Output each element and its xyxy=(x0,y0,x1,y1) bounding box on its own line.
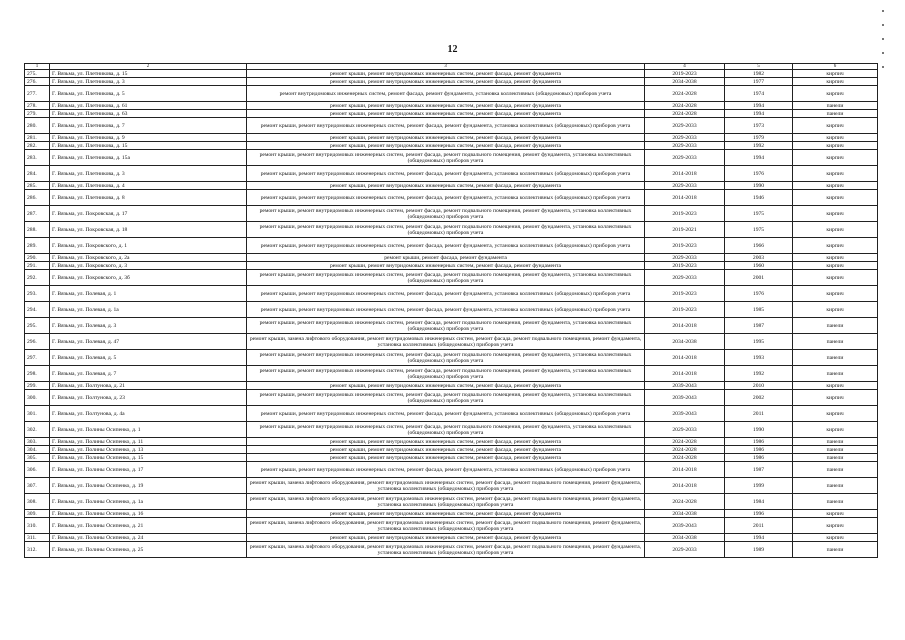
repair-works: ремонт крыши, ремонт внутридомовых инженерных систем, ремонт фасада, ремонт фундамента, установка коллективных (общедомовых) приборов учета xyxy=(247,302,645,318)
build-year: 1986 xyxy=(725,438,793,446)
build-year: 2010 xyxy=(725,382,793,390)
row-number: 302. xyxy=(25,422,50,438)
repair-period: 2029-2033 xyxy=(645,150,725,166)
wall-material: кирпич xyxy=(793,510,878,518)
repair-period: 2014-2018 xyxy=(645,478,725,494)
column-number: 1 xyxy=(25,64,50,70)
table-row xyxy=(25,110,878,118)
column-number: 6 xyxy=(793,64,878,70)
house-address: Г. Вязьма, ул. Полины Осипенко, д. 11 xyxy=(50,438,247,446)
build-year: 1999 xyxy=(725,478,793,494)
house-address: Г. Вязьма, ул. Полины Осипенко, д. 1а xyxy=(50,494,247,510)
build-year: 1995 xyxy=(725,334,793,350)
house-address: Г. Вязьма, ул. Полтунова, д. 23 xyxy=(50,390,247,406)
house-address: Г. Вязьма, ул. Плетникова, д. 3 xyxy=(50,78,247,86)
build-year: 1994 xyxy=(725,110,793,118)
wall-material: кирпич xyxy=(793,270,878,286)
repair-works: ремонт крыши, ремонт внутридомовых инженерных систем, ремонт фасада, ремонт подвального помещения, ремонт фундамента, установка коллективных (общедомовых) приборов учета xyxy=(247,350,645,366)
row-number: 291. xyxy=(25,262,50,270)
build-year: 1986 xyxy=(725,454,793,462)
house-address: Г. Вязьма, ул. Плетникова, д. 61 xyxy=(50,102,247,110)
wall-material: кирпич xyxy=(793,134,878,142)
wall-material: кирпич xyxy=(793,78,878,86)
repair-period: 2019-2023 xyxy=(645,70,725,78)
build-year: 1992 xyxy=(725,366,793,382)
row-number: 307. xyxy=(25,478,50,494)
row-number: 286. xyxy=(25,190,50,206)
repair-period: 2024-2028 xyxy=(645,110,725,118)
house-address: Г. Вязьма, ул. Покровского, д. 3 xyxy=(50,262,247,270)
repair-period: 2029-2033 xyxy=(645,270,725,286)
row-number: 304. xyxy=(25,446,50,454)
house-address: Г. Вязьма, ул. Плетникова, д. 15 xyxy=(50,70,247,78)
repair-works: ремонт крыши, ремонт внутридомовых инженерных систем, ремонт фасада, ремонт фундамента xyxy=(247,534,645,542)
table-row xyxy=(25,222,878,238)
house-address: Г. Вязьма, ул. Плетникова, д. 15а xyxy=(50,150,247,166)
house-address: Г. Вязьма, ул. Покровского, д. 2а xyxy=(50,254,247,262)
row-number: 294. xyxy=(25,302,50,318)
page-number: 12 xyxy=(447,44,458,55)
repair-works: ремонт крыши, ремонт внутридомовых инженерных систем, ремонт фасада, ремонт фундамента xyxy=(247,78,645,86)
table-row xyxy=(25,190,878,206)
row-number: 282. xyxy=(25,142,50,150)
build-year: 1977 xyxy=(725,78,793,86)
repair-period: 2014-2018 xyxy=(645,166,725,182)
wall-material: кирпич xyxy=(793,382,878,390)
row-number: 292. xyxy=(25,270,50,286)
row-number: 289. xyxy=(25,238,50,254)
table-row xyxy=(25,142,878,150)
house-address: Г. Вязьма, ул. Полины Осипенко, д. 24 xyxy=(50,534,247,542)
table-row xyxy=(25,478,878,494)
repair-works: ремонт крыши, ремонт внутридомовых инженерных систем, ремонт фасада, ремонт фундамента xyxy=(247,510,645,518)
repair-works: ремонт крыши, ремонт внутридомовых инженерных систем, ремонт фасада, ремонт подвального помещения, ремонт фундамента, установка коллективных (общедомовых) приборов учета xyxy=(247,206,645,222)
repair-works: ремонт крыши, ремонт внутридомовых инженерных систем, ремонт фасада, ремонт фундамента, установка коллективных (общедомовых) приборов учета xyxy=(247,462,645,478)
build-year: 1989 xyxy=(725,542,793,558)
repair-works: ремонт крыши, замена лифтового оборудования, ремонт внутридомовых инженерных систем, ремонт фасада, ремонт подвального помещения, ремонт фундамента, установка коллективных (общедомовых) приборов учета xyxy=(247,478,645,494)
house-address: Г. Вязьма, ул. Плетникова, д. 15 xyxy=(50,142,247,150)
build-year: 2011 xyxy=(725,406,793,422)
repair-period: 2029-2033 xyxy=(645,142,725,150)
row-number: 284. xyxy=(25,166,50,182)
house-address: Г. Вязьма, ул. Полины Осипенко, д. 21 xyxy=(50,518,247,534)
wall-material: кирпич xyxy=(793,222,878,238)
build-year: 1960 xyxy=(725,262,793,270)
house-address: Г. Вязьма, ул. Полины Осипенко, д. 13 xyxy=(50,446,247,454)
build-year: 1982 xyxy=(725,70,793,78)
column-number: 4 xyxy=(645,64,725,70)
house-address: Г. Вязьма, ул. Полевая, д. 3 xyxy=(50,318,247,334)
repair-works: ремонт крыши, ремонт внутридомовых инженерных систем, ремонт фасада, ремонт фундамента xyxy=(247,70,645,78)
repair-period: 2014-2018 xyxy=(645,350,725,366)
repair-works: ремонт крыши, ремонт внутридомовых инженерных систем, ремонт фасада, ремонт фундамента, установка коллективных (общедомовых) приборов учета xyxy=(247,406,645,422)
table-row xyxy=(25,462,878,478)
row-number: 288. xyxy=(25,222,50,238)
table-row xyxy=(25,366,878,382)
row-number: 310. xyxy=(25,518,50,534)
house-address: Г. Вязьма, ул. Плетникова, д. 7 xyxy=(50,118,247,134)
build-year: 1986 xyxy=(725,446,793,454)
build-year: 2002 xyxy=(725,390,793,406)
wall-material: кирпич xyxy=(793,262,878,270)
house-address: Г. Вязьма, ул. Полевая, д. 1а xyxy=(50,302,247,318)
table-row xyxy=(25,118,878,134)
row-number: 276. xyxy=(25,78,50,86)
row-number: 277. xyxy=(25,86,50,102)
build-year: 1975 xyxy=(725,222,793,238)
wall-material: панели xyxy=(793,438,878,446)
repair-period: 2014-2018 xyxy=(645,190,725,206)
wall-material: кирпич xyxy=(793,150,878,166)
column-number: 2 xyxy=(50,64,247,70)
table-row xyxy=(25,438,878,446)
table-row xyxy=(25,382,878,390)
table-row xyxy=(25,390,878,406)
row-number: 293. xyxy=(25,286,50,302)
repair-works: ремонт крыши, ремонт внутридомовых инженерных систем, ремонт фасада, ремонт фундамента xyxy=(247,438,645,446)
repair-period: 2019-2023 xyxy=(645,286,725,302)
row-number: 308. xyxy=(25,494,50,510)
house-address: Г. Вязьма, ул. Полтунова, д. 4а xyxy=(50,406,247,422)
house-address: Г. Вязьма, ул. Плетникова, д. 63 xyxy=(50,110,247,118)
repair-period: 2029-2033 xyxy=(645,182,725,190)
build-year: 1975 xyxy=(725,206,793,222)
repair-period: 2029-2033 xyxy=(645,134,725,142)
build-year: 1992 xyxy=(725,142,793,150)
repair-period: 2019-2023 xyxy=(645,302,725,318)
wall-material: кирпич xyxy=(793,86,878,102)
repair-period: 2029-2033 xyxy=(645,542,725,558)
wall-material: кирпич xyxy=(793,70,878,78)
house-address: Г. Вязьма, ул. Полины Осипенко, д. 1 xyxy=(50,422,247,438)
repair-works: ремонт крыши, ремонт внутридомовых инженерных систем, ремонт фасада, ремонт фундамента xyxy=(247,446,645,454)
build-year: 1984 xyxy=(725,494,793,510)
house-address: Г. Вязьма, ул. Покровская, д. 17 xyxy=(50,206,247,222)
table-row xyxy=(25,102,878,110)
wall-material: панели xyxy=(793,494,878,510)
table-row xyxy=(25,286,878,302)
build-year: 1946 xyxy=(725,190,793,206)
repair-period: 2024-2028 xyxy=(645,86,725,102)
repair-works: ремонт крыши, ремонт внутридомовых инженерных систем, ремонт фасада, ремонт подвального помещения, ремонт фундамента, установка коллективных (общедомовых) приборов учета xyxy=(247,366,645,382)
repair-works: ремонт крыши, ремонт внутридомовых инженерных систем, ремонт фасада, ремонт фундамента, установка коллективных (общедомовых) приборов учета xyxy=(247,166,645,182)
table-row xyxy=(25,318,878,334)
wall-material: кирпич xyxy=(793,518,878,534)
repair-period: 2014-2018 xyxy=(645,318,725,334)
wall-material: кирпич xyxy=(793,182,878,190)
table-row xyxy=(25,518,878,534)
table-row xyxy=(25,510,878,518)
build-year: 1985 xyxy=(725,302,793,318)
table-row xyxy=(25,166,878,182)
row-number: 301. xyxy=(25,406,50,422)
build-year: 1979 xyxy=(725,134,793,142)
repair-period: 2019-2023 xyxy=(645,262,725,270)
row-number: 278. xyxy=(25,102,50,110)
repair-period: 2039-2043 xyxy=(645,390,725,406)
wall-material: панели xyxy=(793,454,878,462)
build-year: 1990 xyxy=(725,422,793,438)
build-year: 1973 xyxy=(725,118,793,134)
wall-material: панели xyxy=(793,334,878,350)
house-address: Г. Вязьма, ул. Полтунова, д. 21 xyxy=(50,382,247,390)
table-row xyxy=(25,422,878,438)
row-number: 303. xyxy=(25,438,50,446)
repair-period: 2024-2028 xyxy=(645,102,725,110)
house-address: Г. Вязьма, ул. Полины Осипенко, д. 19 xyxy=(50,478,247,494)
table-row xyxy=(25,494,878,510)
repair-period: 2034-2038 xyxy=(645,534,725,542)
row-number: 297. xyxy=(25,350,50,366)
build-year: 1994 xyxy=(725,102,793,110)
repair-works: ремонт крыши, ремонт внутридомовых инженерных систем, ремонт фасада, ремонт фундамента xyxy=(247,134,645,142)
repair-works: ремонт крыши, ремонт внутридомовых инженерных систем, ремонт фасада, ремонт подвального помещения, ремонт фундамента, установка коллективных (общедомовых) приборов учета xyxy=(247,150,645,166)
wall-material: кирпич xyxy=(793,254,878,262)
build-year: 2011 xyxy=(725,518,793,534)
table-row xyxy=(25,70,878,78)
row-number: 283. xyxy=(25,150,50,166)
house-address: Г. Вязьма, ул. Полины Осипенко, д. 15 xyxy=(50,454,247,462)
repair-period: 2014-2018 xyxy=(645,366,725,382)
house-address: Г. Вязьма, ул. Полевая, д. 7 xyxy=(50,366,247,382)
house-address: Г. Вязьма, ул. Полины Осипенко, д. 25 xyxy=(50,542,247,558)
wall-material: кирпич xyxy=(793,302,878,318)
repair-period: 2019-2023 xyxy=(645,238,725,254)
row-number: 275. xyxy=(25,70,50,78)
build-year: 1993 xyxy=(725,350,793,366)
table-row xyxy=(25,134,878,142)
build-year: 1976 xyxy=(725,286,793,302)
repair-works: ремонт крыши, ремонт внутридомовых инженерных систем, ремонт фасада, ремонт подвального помещения, ремонт фундамента, установка коллективных (общедомовых) приборов учета xyxy=(247,318,645,334)
row-number: 280. xyxy=(25,118,50,134)
repair-period: 2029-2033 xyxy=(645,118,725,134)
house-address: Г. Вязьма, ул. Полевая, д. 1 xyxy=(50,286,247,302)
table-row xyxy=(25,334,878,350)
house-address: Г. Вязьма, ул. Плетникова, д. 9 xyxy=(50,134,247,142)
table-row xyxy=(25,238,878,254)
wall-material: панели xyxy=(793,542,878,558)
wall-material: кирпич xyxy=(793,422,878,438)
repair-works: ремонт внутридомовых инженерных систем, ремонт фасада, ремонт фундамента, установка коллективных (общедомовых) приборов учета xyxy=(247,86,645,102)
build-year: 1966 xyxy=(725,238,793,254)
wall-material: панели xyxy=(793,446,878,454)
wall-material: кирпич xyxy=(793,118,878,134)
wall-material: панели xyxy=(793,318,878,334)
wall-material: панели xyxy=(793,350,878,366)
row-number: 279. xyxy=(25,110,50,118)
table-row xyxy=(25,150,878,166)
row-number: 312. xyxy=(25,542,50,558)
row-number: 287. xyxy=(25,206,50,222)
repair-works: ремонт крыши, ремонт внутридомовых инженерных систем, ремонт фасада, ремонт фундамента xyxy=(247,182,645,190)
repair-period: 2039-2043 xyxy=(645,406,725,422)
wall-material: кирпич xyxy=(793,206,878,222)
build-year: 2003 xyxy=(725,254,793,262)
wall-material: кирпич xyxy=(793,286,878,302)
build-year: 1987 xyxy=(725,462,793,478)
wall-material: кирпич xyxy=(793,534,878,542)
repair-works: ремонт крыши, ремонт фасада, ремонт фундамента xyxy=(247,254,645,262)
row-number: 295. xyxy=(25,318,50,334)
repair-period: 2034-2038 xyxy=(645,78,725,86)
repair-period: 2039-2043 xyxy=(645,382,725,390)
build-year: 2001 xyxy=(725,270,793,286)
house-address: Г. Вязьма, ул. Полины Осипенко, д. 17 xyxy=(50,462,247,478)
repair-works: ремонт крыши, ремонт внутридомовых инженерных систем, ремонт фасада, ремонт фундамента, установка коллективных (общедомовых) приборов учета xyxy=(247,238,645,254)
house-address: Г. Вязьма, ул. Покровская, д. 18 xyxy=(50,222,247,238)
table-row xyxy=(25,542,878,558)
repair-works: ремонт крыши, ремонт внутридомовых инженерных систем, ремонт фасада, ремонт фундамента xyxy=(247,454,645,462)
wall-material: кирпич xyxy=(793,238,878,254)
repair-period: 2024-2028 xyxy=(645,494,725,510)
repair-period: 2019-2021 xyxy=(645,222,725,238)
repair-works: ремонт крыши, ремонт внутридомовых инженерных систем, ремонт фасада, ремонт фундамента xyxy=(247,102,645,110)
table-row xyxy=(25,446,878,454)
house-address: Г. Вязьма, ул. Полины Осипенко, д. 16 xyxy=(50,510,247,518)
table-row xyxy=(25,262,878,270)
wall-material: панели xyxy=(793,462,878,478)
row-number: 298. xyxy=(25,366,50,382)
wall-material: панели xyxy=(793,478,878,494)
repair-works: ремонт крыши, ремонт внутридомовых инженерных систем, ремонт фасада, ремонт подвального помещения, ремонт фундамента, установка коллективных (общедомовых) приборов учета xyxy=(247,390,645,406)
repair-works: ремонт крыши, ремонт внутридомовых инженерных систем, ремонт фасада, ремонт подвального помещения, ремонт фундамента, установка коллективных (общедомовых) приборов учета xyxy=(247,422,645,438)
house-address: Г. Вязьма, ул. Покровского, д. 1 xyxy=(50,238,247,254)
row-number: 281. xyxy=(25,134,50,142)
table-row xyxy=(25,254,878,262)
repair-period: 2034-2038 xyxy=(645,334,725,350)
table-row xyxy=(25,302,878,318)
build-year: 1996 xyxy=(725,510,793,518)
column-number: 3 xyxy=(247,64,645,70)
table-row xyxy=(25,406,878,422)
repair-works: ремонт крыши, ремонт внутридомовых инженерных систем, ремонт фасада, ремонт фундамента xyxy=(247,382,645,390)
row-number: 305. xyxy=(25,454,50,462)
wall-material: панели xyxy=(793,366,878,382)
repair-works: ремонт крыши, ремонт внутридомовых инженерных систем, ремонт фасада, ремонт подвального помещения, ремонт фундамента, установка коллективных (общедомовых) приборов учета xyxy=(247,270,645,286)
house-address: Г. Вязьма, ул. Плетникова, д. 5 xyxy=(50,86,247,102)
capital-repair-table xyxy=(24,63,878,558)
row-number: 311. xyxy=(25,534,50,542)
repair-period: 2029-2033 xyxy=(645,254,725,262)
repair-works: ремонт крыши, замена лифтового оборудования, ремонт внутридомовых инженерных систем, ремонт фасада, ремонт подвального помещения, ремонт фундамента, установка коллективных (общедомовых) приборов учета xyxy=(247,494,645,510)
build-year: 1987 xyxy=(725,318,793,334)
wall-material: панели xyxy=(793,110,878,118)
wall-material: кирпич xyxy=(793,390,878,406)
repair-works: ремонт крыши, ремонт внутридомовых инженерных систем, ремонт фасада, ремонт фундамента xyxy=(247,262,645,270)
wall-material: кирпич xyxy=(793,190,878,206)
repair-works: ремонт крыши, замена лифтового оборудования, ремонт внутридомовых инженерных систем, ремонт фасада, ремонт подвального помещения, ремонт фундамента, установка коллективных (общедомовых) приборов учета xyxy=(247,542,645,558)
build-year: 1994 xyxy=(725,534,793,542)
repair-period: 2039-2043 xyxy=(645,518,725,534)
build-year: 1974 xyxy=(725,86,793,102)
repair-period: 2014-2018 xyxy=(645,462,725,478)
column-number: 5 xyxy=(725,64,793,70)
house-address: Г. Вязьма, ул. Полевая, д. 5 xyxy=(50,350,247,366)
repair-works: ремонт крыши, ремонт внутридомовых инженерных систем, ремонт фасада, ремонт фундамента xyxy=(247,110,645,118)
scan-edge-marks xyxy=(880,10,886,80)
house-address: Г. Вязьма, ул. Плетникова, д. 4 xyxy=(50,182,247,190)
repair-period: 2024-2028 xyxy=(645,446,725,454)
house-address: Г. Вязьма, ул. Плетникова, д. 3 xyxy=(50,166,247,182)
repair-works: ремонт крыши, ремонт внутридомовых инженерных систем, ремонт фасада, ремонт фундамента, установка коллективных (общедомовых) приборов учета xyxy=(247,118,645,134)
row-number: 299. xyxy=(25,382,50,390)
repair-period: 2034-2038 xyxy=(645,510,725,518)
table-row xyxy=(25,534,878,542)
row-number: 306. xyxy=(25,462,50,478)
wall-material: кирпич xyxy=(793,166,878,182)
repair-period: 2024-2028 xyxy=(645,438,725,446)
repair-period: 2024-2028 xyxy=(645,454,725,462)
repair-works: ремонт крыши, ремонт внутридомовых инженерных систем, ремонт фасада, ремонт фундамента, установка коллективных (общедомовых) приборов учета xyxy=(247,190,645,206)
table-row xyxy=(25,350,878,366)
repair-works: ремонт крыши, ремонт внутридомовых инженерных систем, ремонт фасада, ремонт подвального помещения, ремонт фундамента, установка коллективных (общедомовых) приборов учета xyxy=(247,222,645,238)
repair-period: 2029-2033 xyxy=(645,422,725,438)
wall-material: кирпич xyxy=(793,142,878,150)
row-number: 300. xyxy=(25,390,50,406)
build-year: 1994 xyxy=(725,150,793,166)
table-row xyxy=(25,78,878,86)
table-row xyxy=(25,270,878,286)
house-address: Г. Вязьма, ул. Плетникова, д. 8 xyxy=(50,190,247,206)
row-number: 290. xyxy=(25,254,50,262)
row-number: 309. xyxy=(25,510,50,518)
table-row xyxy=(25,86,878,102)
repair-works: ремонт крыши, замена лифтового оборудования, ремонт внутридомовых инженерных систем, ремонт фасада, ремонт подвального помещения, ремонт фундамента, установка коллективных (общедомовых) приборов учета xyxy=(247,334,645,350)
repair-works: ремонт крыши, ремонт внутридомовых инженерных систем, ремонт фасада, ремонт фундамента xyxy=(247,142,645,150)
wall-material: панели xyxy=(793,102,878,110)
row-number: 285. xyxy=(25,182,50,190)
house-address: Г. Вязьма, ул. Покровского, д. 3б xyxy=(50,270,247,286)
build-year: 1990 xyxy=(725,182,793,190)
table-row xyxy=(25,206,878,222)
house-address: Г. Вязьма, ул. Полевая, д. 47 xyxy=(50,334,247,350)
repair-works: ремонт крыши, замена лифтового оборудования, ремонт внутридомовых инженерных систем, ремонт фасада, ремонт подвального помещения, ремонт фундамента, установка коллективных (общедомовых) приборов учета xyxy=(247,518,645,534)
repair-period: 2019-2023 xyxy=(645,206,725,222)
table-row xyxy=(25,182,878,190)
build-year: 1976 xyxy=(725,166,793,182)
row-number: 296. xyxy=(25,334,50,350)
table-row xyxy=(25,454,878,462)
wall-material: кирпич xyxy=(793,406,878,422)
repair-works: ремонт крыши, ремонт внутридомовых инженерных систем, ремонт фасада, ремонт фундамента, установка коллективных (общедомовых) приборов учета xyxy=(247,286,645,302)
